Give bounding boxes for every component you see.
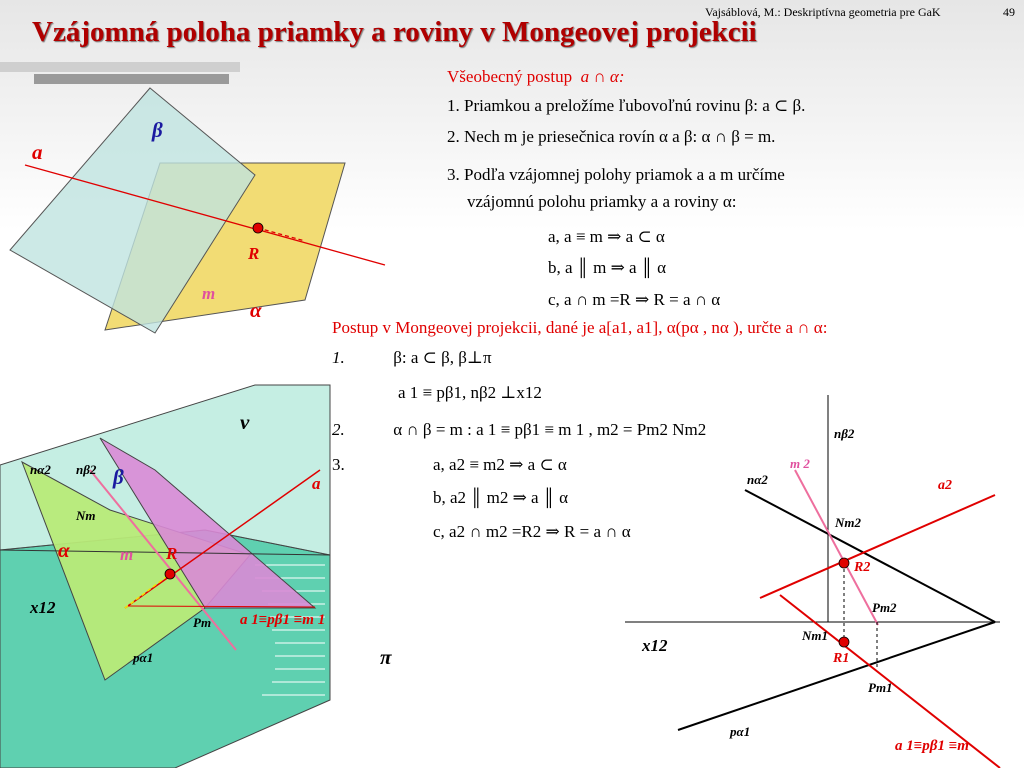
label-na2-right: nα2: [747, 472, 768, 487]
label-x12-right: x12: [642, 636, 668, 655]
page-number: 49: [1003, 5, 1015, 19]
label-a-left: a: [312, 474, 321, 493]
monge-heading: Postup v Mongeovej projekcii, dané je a[a1, a1], α(pα , nα ), určte a ∩ α:: [332, 318, 828, 337]
label-a2-right: a2: [938, 478, 952, 493]
general-step2-text: Nech m je priesečnica rovín α a β: α ∩ β = m.: [464, 127, 776, 146]
monge-case-a: a, a2 ≡ m2 ⇒ a ⊂ α: [433, 455, 567, 474]
label-x12-left: x12: [30, 598, 56, 617]
monge-step1-text: β: a ⊂ β, β⊥π: [393, 348, 492, 367]
label-a1-left: a 1≡pβ1 ≡m 1: [240, 612, 326, 628]
point-R-top: [253, 223, 263, 233]
label-pi: π: [380, 645, 392, 669]
monge-step2-num: 2.: [332, 420, 345, 439]
point-R1: [839, 637, 849, 647]
label-nb2-left: nβ2: [76, 462, 97, 477]
page-title: Vzájomná poloha priamky a roviny v Mongeovej projekcii: [32, 16, 757, 48]
top-figure: [10, 88, 385, 333]
trace-na2: [745, 490, 995, 622]
monge-step2: [332, 420, 706, 440]
monge-case-c: c, a2 ∩ m2 =R2 ⇒ R = a ∩ α: [433, 522, 631, 541]
label-Nm1-right: Nm1: [802, 628, 828, 643]
general-step2: [447, 127, 775, 147]
monge-step1-b: a 1 ≡ pβ1, nβ2 ⊥x12: [398, 383, 542, 402]
label-nu: ν: [240, 410, 250, 434]
monge-step1: [332, 348, 492, 368]
label-Nm-left: Nm: [76, 508, 96, 523]
label-alpha-top: α: [250, 298, 262, 322]
citation: Vajsáblová, M.: Deskriptívna geometria pre GaK: [705, 5, 941, 19]
label-pa1-left: pα1: [133, 650, 154, 665]
label-R-top: R: [248, 244, 260, 263]
label-m-left: m: [120, 545, 134, 564]
general-step1-text: Priamkou a preložíme ľubovoľnú rovinu β: a ⊂ β.: [464, 96, 806, 115]
monge-case-b: b, a2 ║ m2 ⇒ a ║ α: [433, 488, 569, 507]
label-beta-top: β: [152, 118, 163, 142]
point-R-left: [165, 569, 175, 579]
general-heading-math: a ∩ α:: [580, 67, 625, 86]
monge-step1-num: 1.: [332, 348, 345, 367]
label-Pm2-right: Pm2: [872, 600, 897, 615]
line-a2: [760, 495, 995, 598]
general-case-b: b, a ║ m ⇒ a ║ α: [548, 258, 667, 277]
label-R1-right: R1: [833, 651, 850, 666]
label-m-top: m: [202, 284, 216, 303]
general-step1-num: 1.: [447, 96, 460, 115]
left-figure: [0, 385, 330, 768]
general-step3: [447, 165, 785, 185]
general-heading: [447, 67, 625, 87]
general-step3-line2: vzájomnú polohu priamky a a roviny α:: [467, 192, 737, 211]
monge-step3-num: 3.: [332, 455, 345, 474]
label-Pm-left: Pm: [193, 615, 212, 630]
point-R2: [839, 558, 849, 568]
label-R2-right: R2: [854, 560, 871, 575]
label-a1-right: a 1≡pβ1 ≡m: [895, 738, 969, 754]
label-R-left: R: [166, 544, 178, 563]
label-a-top: a: [32, 140, 43, 164]
label-nb2-right: nβ2: [834, 426, 855, 441]
general-step1: [447, 96, 805, 116]
right-figure: [625, 395, 1000, 768]
line-m2: [795, 470, 878, 625]
general-step2-num: 2.: [447, 127, 460, 146]
general-step3-num: 3.: [447, 165, 460, 184]
general-case-c: c, a ∩ m =R ⇒ R = a ∩ α: [548, 290, 721, 309]
general-heading-text: Všeobecný postup: [447, 67, 573, 86]
monge-step2-text: α ∩ β = m : a 1 ≡ pβ1 ≡ m 1 , m2 = Pm2 Nm2: [393, 420, 707, 439]
label-pa1-right: pα1: [730, 724, 751, 739]
label-Nm2-right: Nm2: [835, 515, 861, 530]
label-alpha-left: α: [58, 538, 70, 562]
general-case-a: a, a ≡ m ⇒ a ⊂ α: [548, 227, 665, 246]
label-na2-left: nα2: [30, 462, 51, 477]
label-beta-left: β: [113, 465, 124, 489]
label-Pm1-right: Pm1: [868, 680, 893, 695]
general-step3-line1: Podľa vzájomnej polohy priamok a a m určíme: [464, 165, 785, 184]
label-m2-right: m 2: [790, 456, 810, 471]
